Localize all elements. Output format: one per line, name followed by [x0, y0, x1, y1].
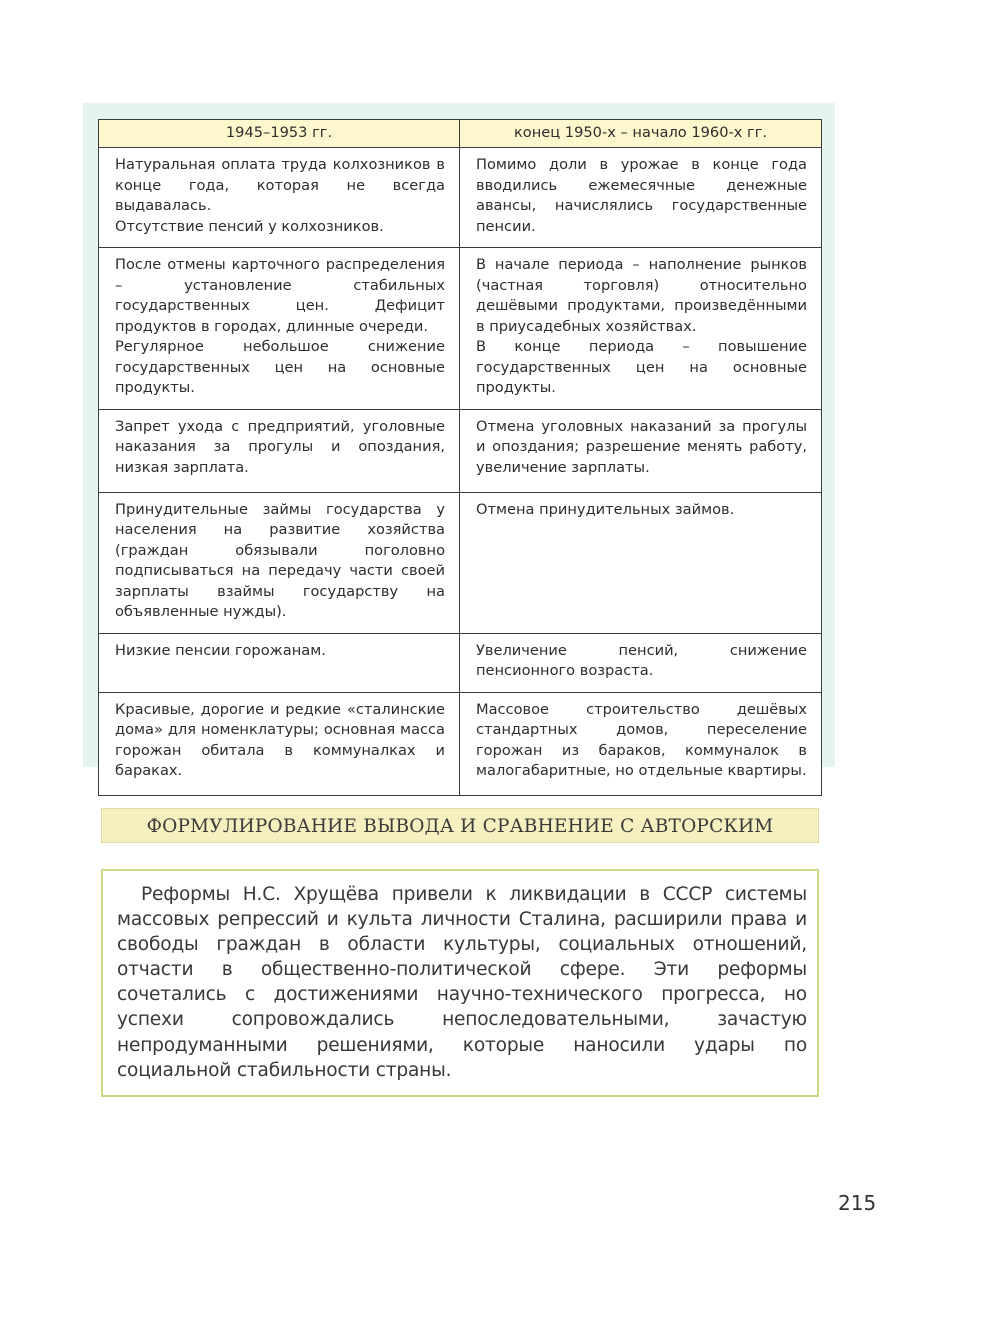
cell-paragraph: Низкие пенсии горожанам. [115, 641, 326, 659]
section-heading: ФОРМУЛИРОВАНИЕ ВЫВОДА И СРАВНЕНИЕ С АВТОРСКИМ [101, 808, 819, 843]
conclusion-text: Реформы Н.С. Хрущёва привели к ликвидации в СССР системы массовых репрессий и культа личности Сталина, расширили права и свободы граждан в области культуры, социальных отношений, отчасти в общественно-политической сфере. Эти реформы сочетались с достижениями научно-технического прогресса, но успехи сопровождались непоследовательными, зачастую непродуманными решениями, которые наносили удары по социальной стабильности страны. [117, 884, 807, 1081]
table-row [99, 492, 822, 633]
table-cell-left [99, 248, 460, 410]
comparison-table [98, 119, 822, 796]
page-number: 215 [838, 1191, 877, 1215]
cell-paragraph: В начале периода – наполнение рынков (частная торговля) относительно дешёвыми продуктами, произведёнными в приусадебных хозяйствах. [476, 256, 807, 335]
table-row [99, 692, 822, 795]
cell-paragraph: Запрет ухода с предприятий, уголовные наказания за прогулы и опоздания, низкая зарплата. [115, 417, 445, 476]
conclusion-box [101, 869, 819, 1097]
table-cell-left [99, 492, 460, 633]
header-period-1945-1953: 1945–1953 гг. [99, 120, 460, 148]
cell-paragraph: Увеличение пенсий, снижение пенсионного возраста. [476, 641, 807, 679]
cell-paragraph: Отмена уголовных наказаний за прогулы и опоздания; разрешение менять работу, увеличение зарплаты. [476, 417, 807, 476]
table-cell-right [460, 492, 822, 633]
cell-paragraph: Натуральная оплата труда колхозников в конце года, которая не всегда выдавалась. [115, 156, 445, 214]
table-cell-right [460, 409, 822, 492]
table-cell-left [99, 148, 460, 248]
table-cell-right [460, 692, 822, 795]
table-cell-right [460, 148, 822, 248]
table-cell-right [460, 248, 822, 410]
table-cell-left [99, 409, 460, 492]
cell-paragraph: В конце периода – повышение государственных цен на основные продукты. [476, 338, 807, 396]
table-row [99, 148, 822, 248]
table-cell-left [99, 633, 460, 692]
cell-paragraph: Регулярное небольшое снижение государственных цен на основные продукты. [115, 338, 445, 396]
table-cell-left [99, 692, 460, 795]
table-row [99, 409, 822, 492]
header-period-late-1950s: конец 1950-х – начало 1960-х гг. [460, 120, 822, 148]
table-cell-right [460, 633, 822, 692]
cell-paragraph: Помимо доли в урожае в конце года вводились ежемесячные денежные авансы, начислялись государственные пенсии. [476, 156, 807, 235]
cell-paragraph: Отмена принудительных займов. [476, 500, 735, 518]
cell-paragraph: Массовое строительство дешёвых стандартных домов, переселение горожан из бараков, коммуналок в малогабаритные, но отдельные квартиры. [476, 700, 807, 779]
table-row [99, 248, 822, 410]
table-header-row [99, 120, 822, 148]
table-row [99, 633, 822, 692]
cell-paragraph: Принудительные займы государства у населения на развитие хозяйства (граждан обязывали поголовно подписываться на передачу части своей зарплаты взаймы государству на объявленные нужды). [115, 500, 445, 620]
cell-paragraph: Красивые, дорогие и редкие «сталинские дома» для номенклатуры; основная масса горожан обитала в коммуналках и бараках. [115, 700, 445, 779]
cell-paragraph: После отмены карточного распределения – установление стабильных государственных цен. Дефицит продуктов в городах, длинные очереди. [115, 256, 445, 335]
cell-paragraph: Отсутствие пенсий у колхозников. [115, 217, 384, 235]
